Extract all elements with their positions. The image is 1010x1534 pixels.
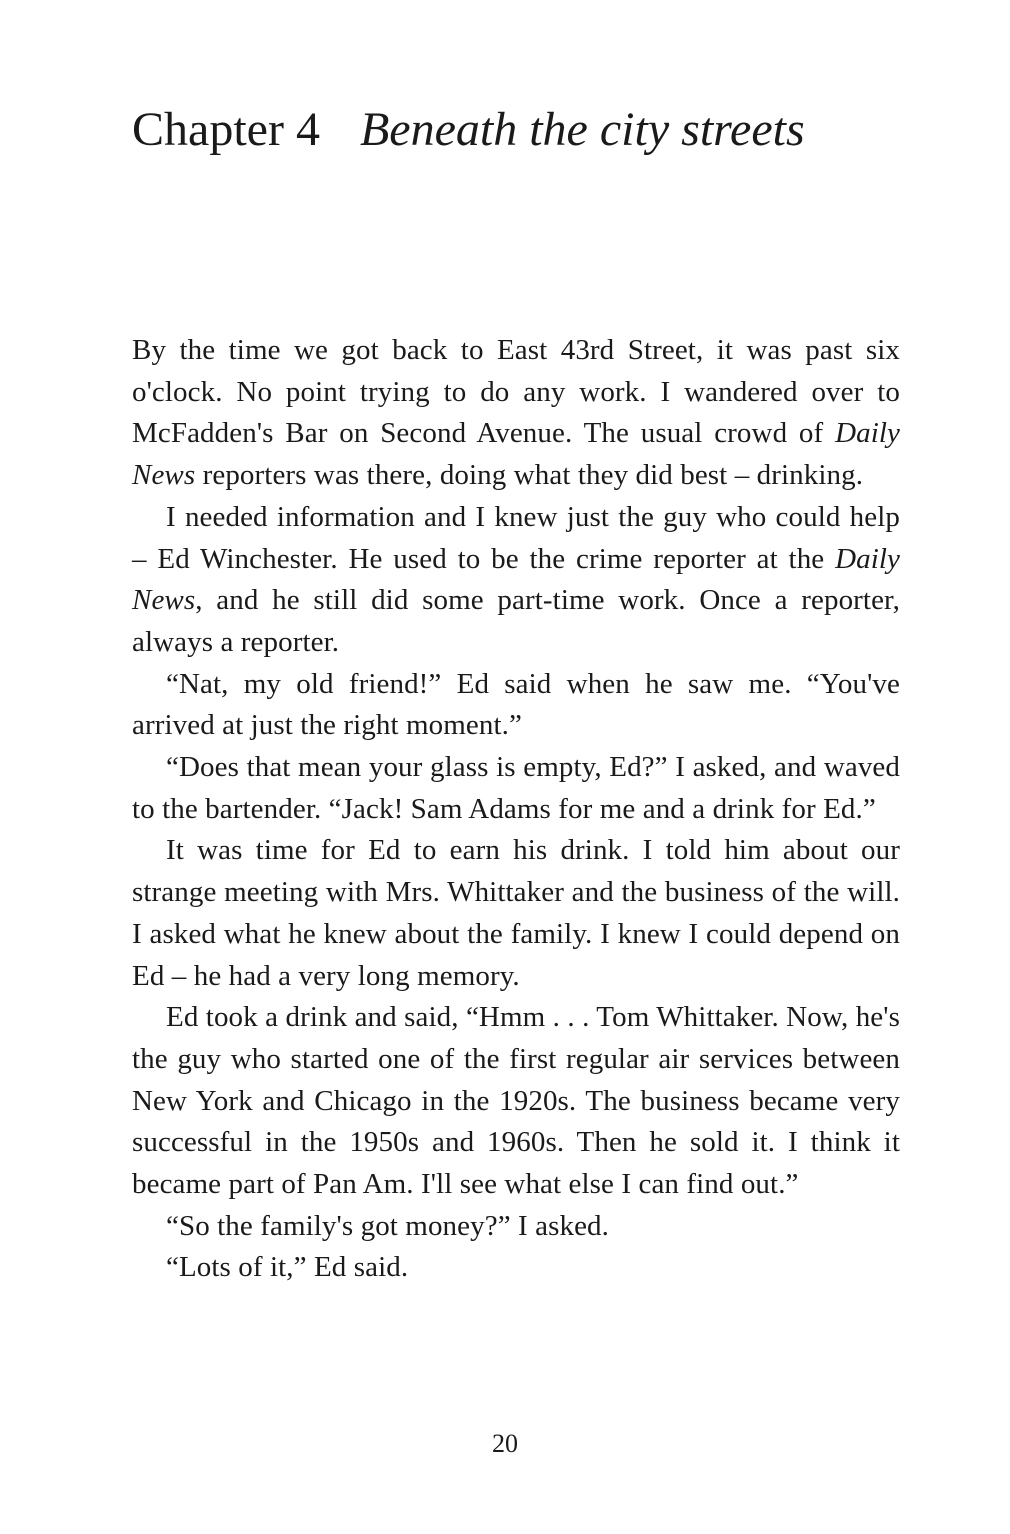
paragraph bbox=[132, 330, 900, 497]
chapter-heading bbox=[132, 100, 912, 160]
paragraph: “Nat, my old friend!” Ed said when he saw me. “You've arrived at just the right moment.” bbox=[132, 667, 900, 742]
paragraph bbox=[132, 497, 900, 664]
chapter-label: Chapter 4 bbox=[132, 103, 320, 156]
chapter-title: Beneath the city streets bbox=[359, 103, 805, 156]
paragraph-text: I needed information and I knew just the guy who could help – Ed Winchester. He used to be the crime reporter at the bbox=[132, 500, 900, 575]
paragraph: “So the family's got money?” I asked. bbox=[166, 1209, 610, 1242]
publication-name: Daily News bbox=[132, 417, 900, 492]
paragraph-text: By the time we got back to East 43rd Street, it was past six o'clock. No point trying to do any work. I wandered over to McFadden's Bar on Second Avenue. The usual crowd of bbox=[132, 334, 900, 450]
paragraph: Ed took a drink and said, “Hmm . . . Tom Whittaker. Now, he's the guy who started one of the first regular air services between New York and Chicago in the 1920s. The business became very successful in the 1950s and 1960s. Then he sold it. I think it became part of Pan Am. I'll see what else I can find out.” bbox=[132, 1001, 900, 1201]
paragraph: “Lots of it,” Ed said. bbox=[166, 1251, 409, 1284]
paragraph: “Does that mean your glass is empty, Ed?” I asked, and waved to the bartender. “Jack! Sam Adams for me and a drink for Ed.” bbox=[132, 751, 900, 825]
paragraph-text: , and he still did some part-time work. Once a reporter, always a reporter. bbox=[132, 584, 900, 658]
body-text bbox=[132, 330, 900, 1289]
paragraph-text: reporters was there, doing what they did best – drinking. bbox=[195, 459, 864, 492]
page-number: 20 bbox=[492, 1429, 518, 1458]
paragraph: It was time for Ed to earn his drink. I told him about our strange meeting with Mrs. Whittaker and the business of the will. I asked what he knew about the family. I knew I could depend on Ed – he had a very long memory. bbox=[132, 834, 900, 992]
publication-name: Daily News bbox=[132, 542, 900, 617]
